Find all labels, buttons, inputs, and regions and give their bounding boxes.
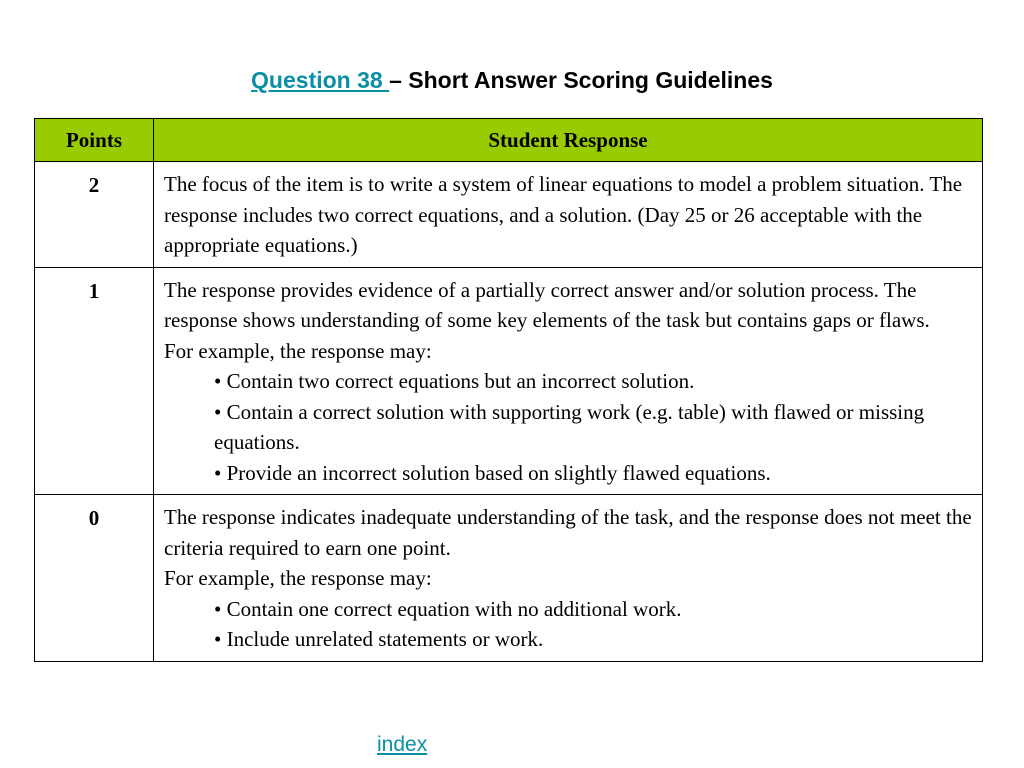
response-cell [154,495,983,662]
response-bullet: • Contain a correct solution with supporting work (e.g. table) with flawed or missing equations. [214,399,925,454]
question-link[interactable]: Question 38 [251,67,390,93]
response-bullet: • Contain one correct equation with no additional work. [214,596,682,621]
header-student-response: Student Response [154,119,983,162]
scoring-table [34,118,983,662]
response-cell [154,162,983,268]
table-row [35,267,983,495]
response-paragraph: For example, the response may: [164,338,432,363]
response-paragraph: For example, the response may: [164,566,432,590]
table-row [35,162,983,268]
index-link[interactable]: index [377,733,428,756]
response-paragraph: The focus of the item is to write a system of linear equations to model a problem situation. The response includes two correct equations, and a solution. (Day 25 or 26 acceptable with the appropriate equations.) [164,172,963,257]
header-points: Points [35,119,154,162]
points-cell: 2 [35,162,154,268]
table-row [35,495,983,662]
response-bullet: • Contain two correct equations but an incorrect solution. [214,369,695,393]
points-cell: 0 [35,495,154,662]
table-header-row [35,119,983,162]
page-title [0,62,1024,98]
response-bullet: • Include unrelated statements or work. [214,627,544,651]
title-rest: – Short Answer Scoring Guidelines [389,67,773,93]
response-paragraph: The response provides evidence of a partially correct answer and/or solution process. The response shows understanding of some key elements of the task but contains gaps or flaws. [164,277,930,332]
response-cell [154,267,983,495]
points-cell: 1 [35,267,154,495]
response-bullet: • Provide an incorrect solution based on slightly flawed equations. [214,460,771,485]
response-paragraph: The response indicates inadequate understanding of the task, and the response does not meet the criteria required to earn one point. [164,505,972,560]
